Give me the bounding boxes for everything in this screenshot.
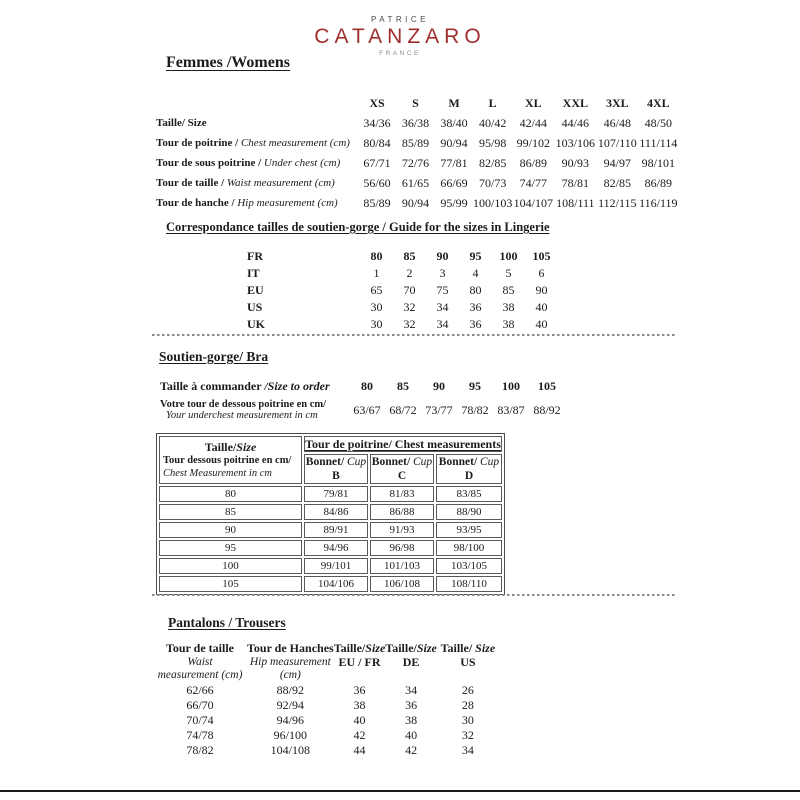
cup-value: 89/91 bbox=[304, 522, 368, 538]
measure-value: 46/48 bbox=[603, 115, 632, 130]
cup-header-cell bbox=[436, 454, 502, 484]
table-row bbox=[159, 576, 502, 592]
table-row bbox=[160, 396, 565, 424]
conv-value: 85 bbox=[502, 283, 515, 297]
table-row bbox=[153, 683, 499, 698]
conv-value: 95 bbox=[469, 249, 482, 263]
measure-value: 42/44 bbox=[519, 115, 548, 130]
measure-value: 78/81 bbox=[561, 175, 590, 190]
measure-value: 56/60 bbox=[363, 175, 391, 190]
size-header: XXL bbox=[562, 95, 589, 110]
conv-value: 105 bbox=[532, 249, 551, 263]
measure-value: 86/89 bbox=[644, 175, 673, 190]
region-label: EU bbox=[247, 283, 264, 297]
conv-value: 34 bbox=[436, 317, 449, 331]
bra-underchest-value: 78/82 bbox=[461, 402, 489, 417]
corner-line-en: Chest Measurement in cm bbox=[163, 468, 272, 479]
table-row bbox=[159, 558, 502, 574]
table-row bbox=[153, 153, 678, 173]
table-row bbox=[153, 133, 678, 153]
table-row bbox=[153, 743, 499, 758]
row-label bbox=[153, 193, 358, 213]
cup-value: 108/110 bbox=[436, 576, 502, 592]
trouser-value: 74/78 bbox=[186, 727, 214, 742]
measure-value: 94/97 bbox=[603, 155, 632, 170]
table-header-row bbox=[153, 642, 499, 683]
trouser-value: 40 bbox=[353, 712, 366, 727]
band-size: 90 bbox=[159, 522, 302, 538]
table-row bbox=[233, 265, 558, 282]
cup-letter: C bbox=[397, 470, 407, 482]
conv-value: 38 bbox=[502, 300, 515, 314]
row-label-fr: Tour de taille / bbox=[156, 177, 227, 189]
cup-value: 91/93 bbox=[370, 522, 434, 538]
measure-value: 112/115 bbox=[598, 195, 637, 210]
region-label: US bbox=[247, 300, 263, 314]
measure-value: 85/89 bbox=[363, 195, 391, 210]
table-row bbox=[159, 540, 502, 556]
corner-title-fr: Taille/ bbox=[204, 440, 237, 454]
measure-value: 70/73 bbox=[479, 175, 507, 190]
col-region: US bbox=[460, 654, 476, 669]
cup-value: 103/105 bbox=[436, 558, 502, 574]
conv-value: 30 bbox=[370, 317, 383, 331]
col-title-en: Size bbox=[365, 641, 386, 655]
table-row bbox=[233, 299, 558, 316]
cup-label-fr: Bonnet/ bbox=[371, 456, 414, 468]
trouser-value: 94/96 bbox=[276, 712, 305, 727]
band-size: 85 bbox=[159, 504, 302, 520]
size-header: M bbox=[448, 95, 460, 110]
size-header: 3XL bbox=[606, 95, 629, 110]
brand-top-label: PATRICE bbox=[371, 15, 429, 24]
measure-value: 82/85 bbox=[603, 175, 632, 190]
size-header-row bbox=[153, 93, 678, 113]
row-label bbox=[153, 153, 358, 173]
cup-value: 79/81 bbox=[304, 486, 368, 502]
row-label-fr: Taille/ Size bbox=[156, 117, 207, 129]
measure-value: 34/36 bbox=[363, 115, 391, 130]
cup-value: 83/85 bbox=[436, 486, 502, 502]
conv-value: 6 bbox=[538, 266, 545, 280]
cup-header-cell bbox=[304, 454, 368, 484]
trouser-value: 44 bbox=[353, 742, 366, 757]
trouser-value: 38 bbox=[405, 712, 418, 727]
conv-value: 38 bbox=[502, 317, 515, 331]
womens-section bbox=[153, 54, 678, 213]
measure-value: 116/119 bbox=[639, 195, 678, 210]
trouser-value: 66/70 bbox=[186, 697, 214, 712]
region-label: IT bbox=[247, 266, 260, 280]
col-title: Taille/ bbox=[333, 641, 366, 655]
bra-size-value: 80 bbox=[361, 379, 373, 393]
conv-value: 40 bbox=[535, 300, 548, 314]
row-label-en: Under chest (cm) bbox=[263, 157, 341, 169]
bra-underchest-value: 68/72 bbox=[389, 402, 417, 417]
conv-value: 32 bbox=[403, 300, 416, 314]
bra-section bbox=[153, 349, 565, 424]
trouser-value: 30 bbox=[461, 712, 474, 727]
row-label-en: Waist measurement (cm) bbox=[226, 177, 335, 189]
trousers-section bbox=[153, 615, 499, 758]
cup-label-fr: Bonnet/ bbox=[305, 456, 348, 468]
region-label: FR bbox=[247, 249, 263, 263]
empty-corner bbox=[153, 93, 358, 113]
row-label bbox=[153, 113, 358, 133]
bra-underchest-value: 83/87 bbox=[497, 402, 525, 417]
trousers-size-table bbox=[153, 642, 499, 758]
size-header: XS bbox=[369, 95, 385, 110]
measure-value: 77/81 bbox=[440, 155, 468, 170]
trouser-value: 96/100 bbox=[273, 727, 308, 742]
cup-label-fr: Bonnet/ bbox=[438, 456, 481, 468]
region-label: UK bbox=[247, 317, 265, 331]
trouser-value: 34 bbox=[461, 742, 474, 757]
corner-title bbox=[163, 440, 298, 454]
measure-value: 48/50 bbox=[644, 115, 673, 130]
col-title-en: Size bbox=[475, 641, 496, 655]
table-row bbox=[153, 728, 499, 743]
cup-value: 84/86 bbox=[304, 504, 368, 520]
lingerie-heading: Correspondance tailles de soutien-gorge / Guide for the sizes in Lingerie bbox=[166, 220, 550, 234]
measure-value: 82/85 bbox=[479, 155, 507, 170]
measure-value: 103/106 bbox=[555, 135, 596, 150]
measure-value: 74/77 bbox=[519, 175, 548, 190]
measure-value: 98/101 bbox=[641, 155, 676, 170]
cup-label-en: Cup bbox=[480, 456, 500, 468]
measure-value: 85/89 bbox=[401, 135, 430, 150]
table-header-row bbox=[159, 436, 502, 452]
cup-value: 93/95 bbox=[436, 522, 502, 538]
measure-value: 38/40 bbox=[440, 115, 468, 130]
column-header bbox=[385, 642, 437, 683]
conv-value: 4 bbox=[472, 266, 479, 280]
cup-value: 106/108 bbox=[370, 576, 434, 592]
table-row bbox=[153, 193, 678, 213]
measure-value: 61/65 bbox=[401, 175, 430, 190]
col-subtitle: Waist bbox=[187, 655, 213, 668]
trouser-value: 28 bbox=[461, 697, 474, 712]
cup-label-en: Cup bbox=[347, 456, 367, 468]
bra-size-value: 95 bbox=[469, 379, 481, 393]
col-subtitle: measurement (cm) bbox=[157, 669, 243, 681]
measure-value: 90/93 bbox=[561, 155, 590, 170]
conv-value: 5 bbox=[505, 266, 512, 280]
measure-value: 40/42 bbox=[479, 115, 507, 130]
row-label-en: Chest measurement (cm) bbox=[240, 137, 350, 149]
col-title: Taille/ bbox=[440, 641, 476, 655]
size-header: S bbox=[412, 95, 419, 110]
row-label bbox=[160, 377, 349, 396]
measure-value: 86/89 bbox=[519, 155, 548, 170]
measure-value: 99/102 bbox=[516, 135, 551, 150]
row-label-fr: Tour de sous poitrine / bbox=[156, 157, 264, 169]
trousers-heading: Pantalons / Trousers bbox=[168, 615, 286, 630]
measure-value: 90/94 bbox=[401, 195, 430, 210]
row-label-fr: Tour de hanche / bbox=[156, 197, 238, 209]
cup-value: 86/88 bbox=[370, 504, 434, 520]
conv-value: 36 bbox=[469, 300, 482, 314]
cup-value: 81/83 bbox=[370, 486, 434, 502]
trouser-value: 62/66 bbox=[186, 682, 214, 697]
trouser-value: 40 bbox=[405, 727, 418, 742]
table-row bbox=[233, 316, 558, 333]
table-row bbox=[153, 698, 499, 713]
chest-measurements-header: Tour de poitrine/ Chest measurements bbox=[305, 437, 501, 451]
table-row bbox=[160, 377, 565, 396]
table-row bbox=[233, 282, 558, 299]
trouser-value: 36 bbox=[353, 682, 366, 697]
conv-value: 65 bbox=[370, 283, 383, 297]
cup-value: 96/98 bbox=[370, 540, 434, 556]
row-label-fr: Taille à commander bbox=[160, 379, 265, 393]
conv-value: 40 bbox=[535, 317, 548, 331]
col-subtitle: (cm) bbox=[279, 669, 301, 681]
measure-value: 44/46 bbox=[561, 115, 590, 130]
col-title: Tour de Hanches bbox=[247, 641, 334, 655]
band-size: 105 bbox=[159, 576, 302, 592]
col-region: EU / FR bbox=[338, 654, 381, 669]
col-title: Tour de taille bbox=[165, 641, 234, 655]
conv-value: 90 bbox=[535, 283, 548, 297]
bra-underchest-value: 73/77 bbox=[425, 402, 453, 417]
row-label-en: /Size to order bbox=[264, 379, 330, 393]
cup-letter: D bbox=[464, 470, 474, 482]
column-header bbox=[437, 642, 499, 683]
cup-value: 101/103 bbox=[370, 558, 434, 574]
conv-value: 30 bbox=[370, 300, 383, 314]
conv-value: 85 bbox=[403, 249, 416, 263]
measure-value: 95/98 bbox=[479, 135, 507, 150]
bra-size-value: 85 bbox=[397, 379, 409, 393]
bra-underchest-value: 63/67 bbox=[353, 402, 381, 417]
row-label bbox=[153, 133, 358, 153]
trouser-value: 36 bbox=[405, 697, 418, 712]
table-row bbox=[159, 504, 502, 520]
size-header: XL bbox=[525, 95, 542, 110]
column-header bbox=[247, 642, 334, 683]
measure-value: 36/38 bbox=[401, 115, 430, 130]
dashed-divider bbox=[152, 334, 676, 336]
conv-value: 75 bbox=[436, 283, 449, 297]
conv-value: 2 bbox=[406, 266, 413, 280]
cup-letter: B bbox=[332, 470, 340, 482]
dashed-divider bbox=[152, 594, 676, 596]
col-subtitle: Hip measurement bbox=[249, 655, 331, 668]
measure-value: 111/114 bbox=[639, 135, 678, 150]
page-bottom-rule bbox=[0, 790, 800, 792]
table-row bbox=[159, 522, 502, 538]
measure-value: 80/84 bbox=[363, 135, 391, 150]
cup-value: 88/90 bbox=[436, 504, 502, 520]
trouser-value: 92/94 bbox=[276, 697, 305, 712]
table-row bbox=[153, 113, 678, 133]
measure-value: 107/110 bbox=[597, 135, 637, 150]
brand-country-label: FRANCE bbox=[379, 50, 421, 57]
measure-value: 67/71 bbox=[363, 155, 391, 170]
corner-header-cell bbox=[159, 436, 302, 484]
conv-value: 80 bbox=[370, 249, 383, 263]
measure-value: 66/69 bbox=[440, 175, 468, 190]
conv-value: 1 bbox=[373, 266, 380, 280]
brand-name: CATANZARO bbox=[314, 25, 486, 48]
conv-value: 80 bbox=[469, 283, 482, 297]
col-title-en: Size bbox=[416, 641, 437, 655]
measure-value: 90/94 bbox=[440, 135, 468, 150]
cup-header-cell bbox=[370, 454, 434, 484]
conv-value: 100 bbox=[499, 249, 518, 263]
trouser-value: 78/82 bbox=[186, 742, 214, 757]
size-header: L bbox=[488, 95, 497, 110]
measure-value: 108/111 bbox=[556, 195, 595, 210]
cup-value: 94/96 bbox=[304, 540, 368, 556]
band-size: 95 bbox=[159, 540, 302, 556]
lingerie-conversion-table bbox=[233, 248, 558, 333]
row-label-en: Your underchest measurement in cm bbox=[166, 410, 318, 421]
womens-size-table bbox=[153, 93, 678, 213]
conv-value: 3 bbox=[439, 266, 446, 280]
row-label-fr: Votre tour de dessous poitrine en cm/ bbox=[160, 399, 327, 410]
column-header bbox=[153, 642, 247, 683]
bra-size-value: 100 bbox=[502, 379, 520, 393]
table-row bbox=[159, 486, 502, 502]
cup-value: 99/101 bbox=[304, 558, 368, 574]
band-size: 80 bbox=[159, 486, 302, 502]
trouser-value: 88/92 bbox=[276, 682, 305, 697]
cup-value: 104/106 bbox=[304, 576, 368, 592]
col-region: DE bbox=[402, 654, 420, 669]
trouser-value: 104/108 bbox=[270, 742, 311, 757]
cup-label-en: Cup bbox=[413, 456, 433, 468]
corner-line-fr: Tour dessous poitrine en cm/ bbox=[163, 455, 292, 466]
lingerie-conversion-section bbox=[153, 220, 558, 333]
table-row bbox=[153, 713, 499, 728]
measure-value: 104/107 bbox=[513, 195, 554, 210]
cup-value: 98/100 bbox=[436, 540, 502, 556]
table-row bbox=[153, 173, 678, 193]
conv-value: 34 bbox=[436, 300, 449, 314]
conv-value: 36 bbox=[469, 317, 482, 331]
womens-heading: Femmes /Womens bbox=[166, 54, 290, 71]
table-row bbox=[233, 248, 558, 265]
row-label bbox=[160, 396, 349, 424]
trouser-value: 32 bbox=[461, 727, 474, 742]
measure-value: 100/103 bbox=[473, 195, 513, 210]
trouser-value: 38 bbox=[353, 697, 366, 712]
bra-cup-table bbox=[156, 433, 505, 595]
bra-size-value: 90 bbox=[433, 379, 445, 393]
trouser-value: 26 bbox=[461, 682, 474, 697]
bra-heading: Soutien-gorge/ Bra bbox=[159, 349, 269, 364]
row-label-fr: Tour de poitrine / bbox=[156, 137, 241, 149]
trouser-value: 42 bbox=[353, 727, 366, 742]
trouser-value: 70/74 bbox=[186, 712, 214, 727]
bra-underchest-value: 88/92 bbox=[533, 402, 561, 417]
col-title: Taille/ bbox=[385, 641, 417, 655]
conv-value: 90 bbox=[436, 249, 449, 263]
row-label-en: Hip measurement (cm) bbox=[237, 197, 338, 209]
conv-value: 32 bbox=[403, 317, 416, 331]
trouser-value: 34 bbox=[405, 682, 418, 697]
measure-value: 95/99 bbox=[440, 195, 468, 210]
bra-order-table bbox=[160, 377, 565, 424]
column-header bbox=[334, 642, 386, 683]
corner-title-en: Size bbox=[236, 440, 257, 454]
brand-logo bbox=[0, 15, 800, 57]
row-label bbox=[153, 173, 358, 193]
size-header: 4XL bbox=[647, 95, 670, 110]
bra-size-value: 105 bbox=[538, 379, 556, 393]
trouser-value: 42 bbox=[405, 742, 418, 757]
conv-value: 70 bbox=[403, 283, 416, 297]
band-size: 100 bbox=[159, 558, 302, 574]
measure-value: 72/76 bbox=[401, 155, 430, 170]
